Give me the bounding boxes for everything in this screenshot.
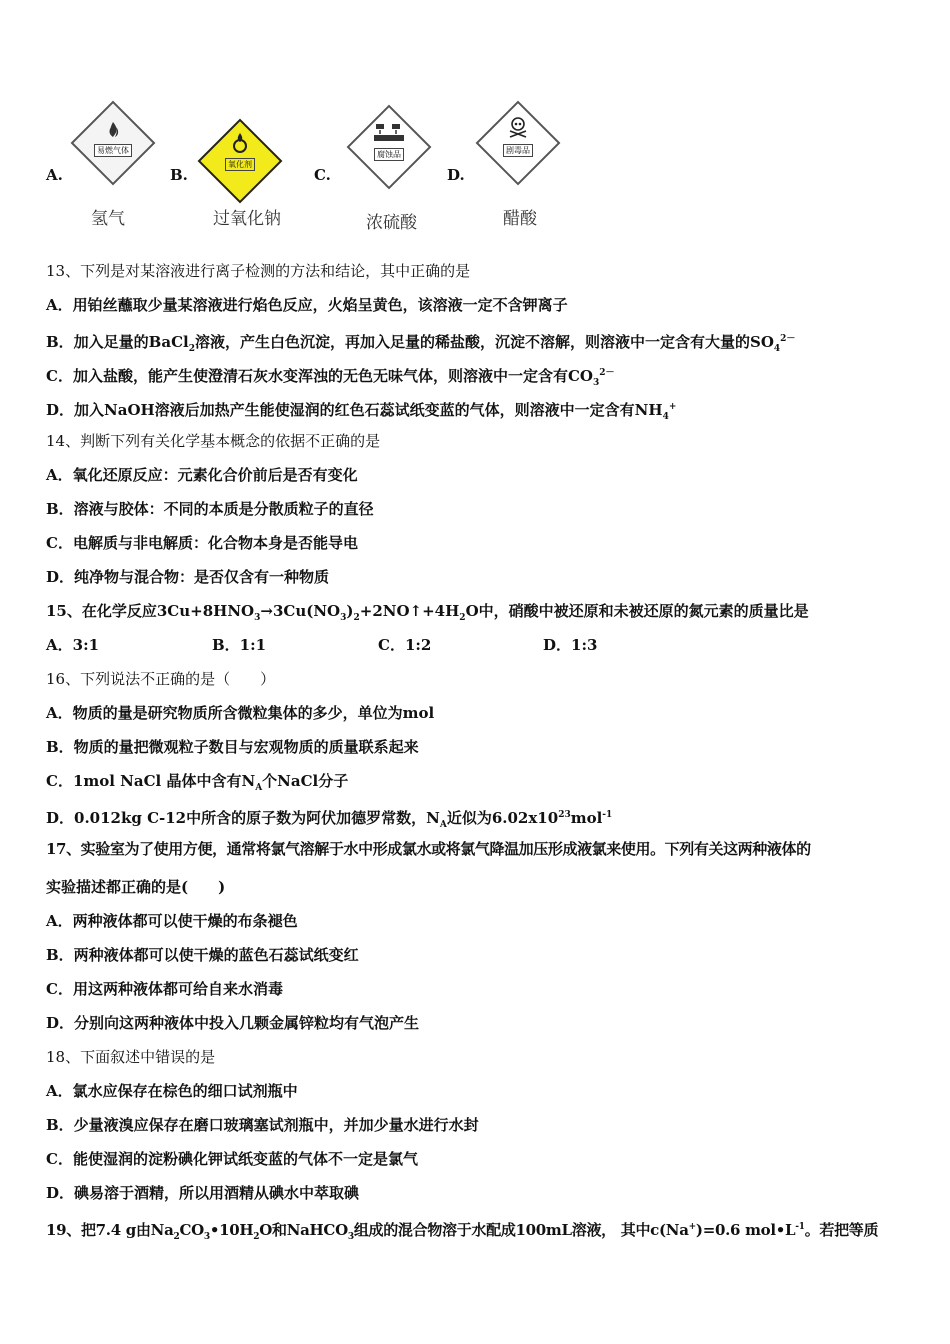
q15-stem: 15、在化学反应$3Cu+8HNO_3\to 3Cu(NO_3)_2+2NO↑+4H_2O$中，硝酸中被还原和未被还原的氮元素的质量比是	[46, 602, 809, 623]
q18-option-d: D．碘易溶于酒精，所以用酒精从碘水中萃取碘	[46, 1184, 360, 1202]
q15-option-d: D．1:3	[543, 636, 598, 654]
sign-label: 氧化剂	[225, 158, 255, 171]
hazard-signs-row	[0, 100, 950, 235]
q14-option-d: D．纯净物与混合物：是否仅含有一种物质	[46, 568, 330, 586]
q18-option-b: B．少量液溴应保存在磨口玻璃塞试剂瓶中，并加少量水进行水封	[46, 1116, 479, 1134]
corrosive-sign	[346, 104, 432, 190]
q17-option-b: B．两种液体都可以使干燥的蓝色石蕊试纸变红	[46, 946, 359, 964]
option-a-caption: 氢气	[91, 209, 125, 229]
option-c-caption: 浓硫酸	[366, 213, 417, 233]
option-d-letter: D.	[447, 166, 465, 184]
q17-stem-line1: 17、实验室为了使用方便，通常将氯气溶解于水中形成氯水或将氯气降温加压形成液氯来使用。下列有关这两种液体的	[46, 840, 811, 858]
toxic-sign	[475, 100, 561, 186]
q17-option-c: C．用这两种液体都可给自来水消毒	[46, 980, 283, 998]
q17-option-a: A．两种液体都可以使干燥的布条褪色	[46, 912, 298, 930]
q16-stem: 16、下列说法不正确的是（ ）	[46, 670, 276, 688]
q13-option-d: D．加入NaOH溶液后加热产生能使湿润的红色石蕊试纸变蓝的气体，则溶液中一定含有$NH_4^+$	[46, 401, 677, 422]
q15-option-c: C．1:2	[378, 636, 432, 654]
option-b-letter: B.	[170, 166, 188, 184]
sign-label: 剧毒品	[503, 144, 533, 157]
q14-option-a: A．氧化还原反应：元素化合价前后是否有变化	[46, 466, 358, 484]
q16-option-b: B．物质的量把微观粒子数目与宏观物质的质量联系起来	[46, 738, 419, 756]
q16-option-a: A．物质的量是研究物质所含微粒集体的多少，单位为mol	[46, 704, 435, 722]
oxidizer-icon	[230, 132, 250, 154]
q14-stem: 14、判断下列有关化学基本概念的依据不正确的是	[46, 432, 381, 450]
option-c-letter: C.	[314, 166, 331, 184]
flammable-gas-sign	[70, 100, 156, 186]
sign-label: 腐蚀品	[374, 148, 404, 161]
q16-option-d: D．0.012kg C-12中所含的原子数为阿伏加德罗常数，$N_A$近似为$6.02x10^{23}mol^{-1}$	[46, 809, 613, 830]
q14-option-c: C．电解质与非电解质：化合物本身是否能导电	[46, 534, 358, 552]
q13-option-b: B．加入足量的BaCl$_2$溶液，产生白色沉淀，再加入足量的稀盐酸，沉淀不溶解，则溶液中一定含有大量的$SO_4^{2-}$	[46, 333, 796, 354]
option-b-caption: 过氧化钠	[213, 209, 281, 229]
q18-option-a: A．氯水应保存在棕色的细口试剂瓶中	[46, 1082, 298, 1100]
q15-option-b: B．1:1	[212, 636, 267, 654]
q13-option-a: A．用铂丝蘸取少量某溶液进行焰色反应，火焰呈黄色，该溶液一定不含钾离子	[46, 296, 568, 314]
q13-option-c: C．加入盐酸，能产生使澄清石灰水变浑浊的无色无味气体，则溶液中一定含有$CO_3^{2-}$	[46, 367, 615, 388]
oxidizer-sign	[197, 118, 283, 204]
q18-option-c: C．能使湿润的淀粉碘化钾试纸变蓝的气体不一定是氯气	[46, 1150, 418, 1168]
q18-stem: 18、下面叙述中错误的是	[46, 1048, 216, 1066]
q15-option-a: A．3:1	[46, 636, 100, 654]
q17-stem-line2: 实验描述都正确的是( )	[46, 878, 226, 896]
option-a-letter: A.	[46, 166, 63, 184]
corrosive-icon	[374, 122, 404, 142]
flame-icon	[103, 120, 123, 140]
skull-icon	[507, 116, 529, 138]
q14-option-b: B．溶液与胶体：不同的本质是分散质粒子的直径	[46, 500, 374, 518]
q13-stem: 13、下列是对某溶液进行离子检测的方法和结论，其中正确的是	[46, 262, 471, 280]
option-d-caption: 醋酸	[503, 209, 537, 229]
q19-stem: 19、把7.4 g由$Na_2CO_3•10H_2O$和NaHCO$_3$组成的混合物溶于水配成100mL溶液， 其中c(Na+)=0.6 $mol•L^{-1}$。若把等质	[46, 1221, 879, 1242]
sign-label: 易燃气体	[94, 144, 132, 157]
q16-option-c: C．1mol NaCl 晶体中含有$N_A$个NaCl分子	[46, 772, 349, 793]
q17-option-d: D．分别向这两种液体中投入几颗金属锌粒均有气泡产生	[46, 1014, 420, 1032]
